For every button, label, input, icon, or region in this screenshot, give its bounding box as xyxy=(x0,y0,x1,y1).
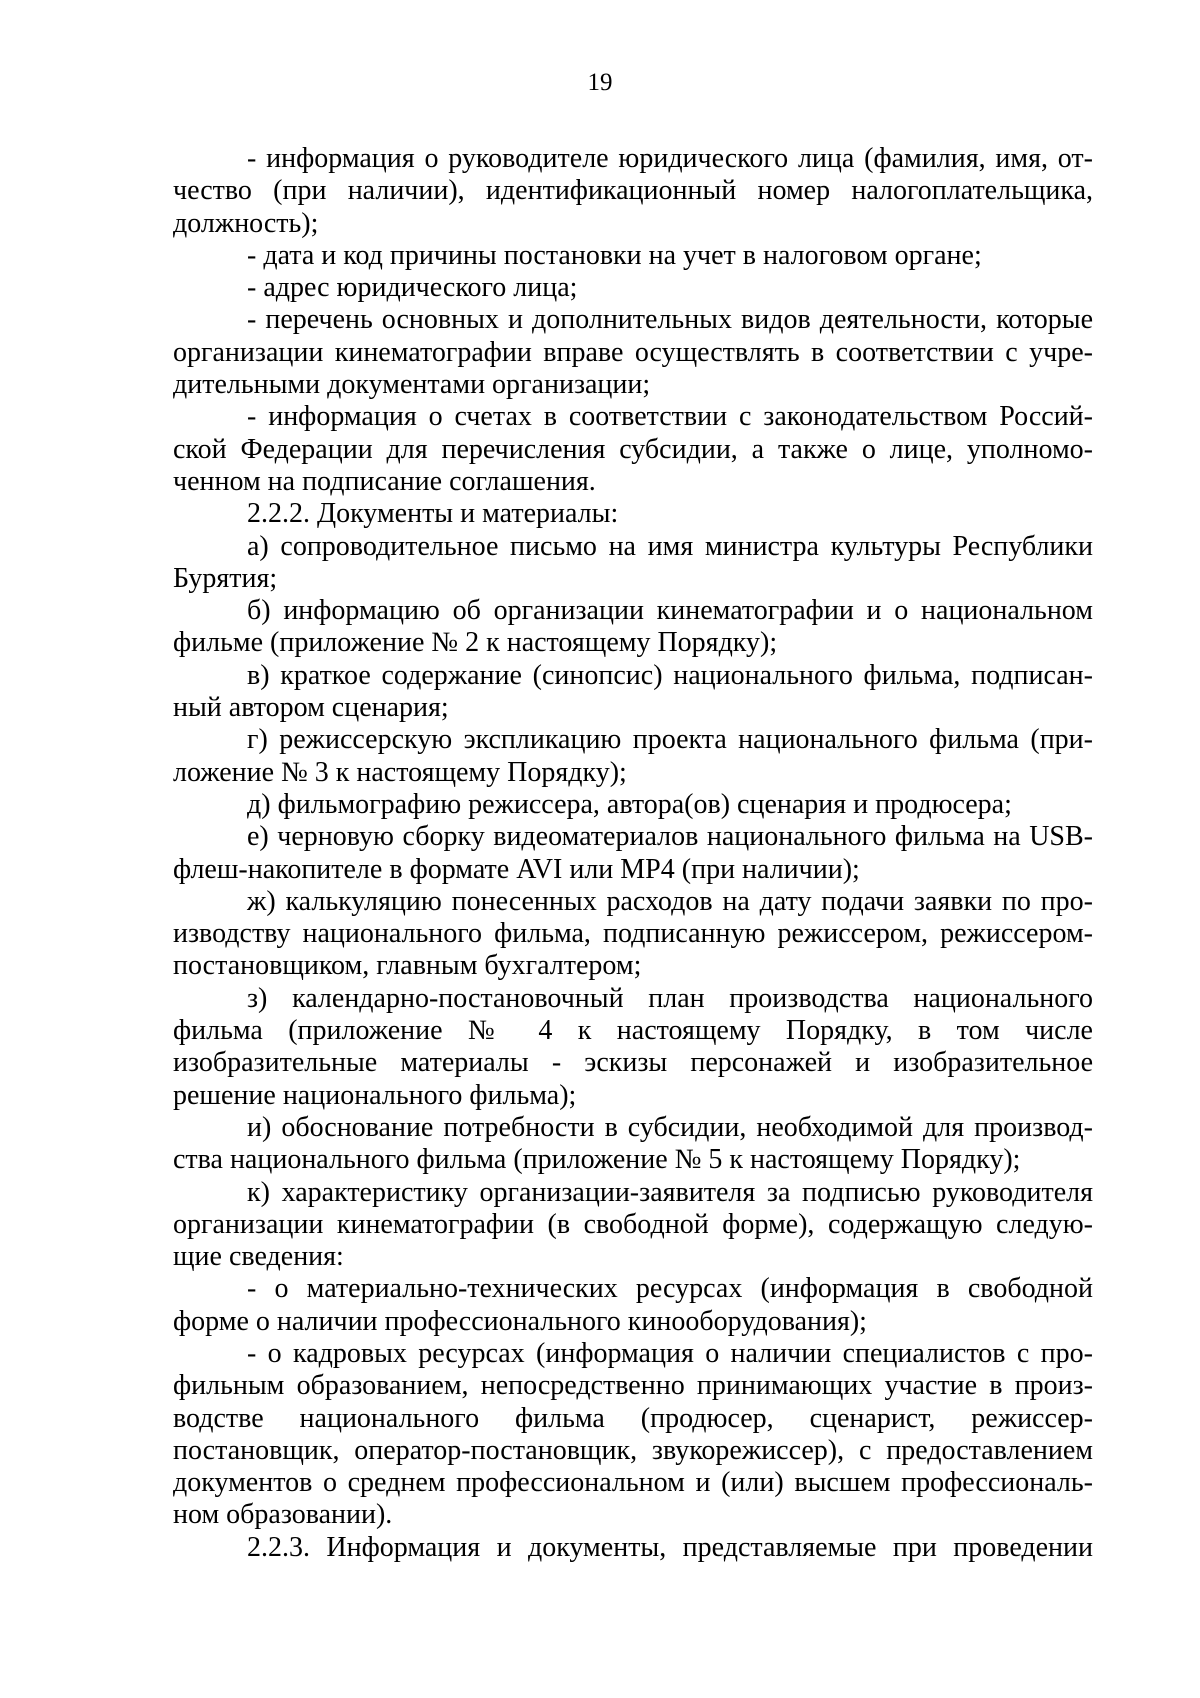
list-item-g: г) режиссерскую экспликацию проекта национального фильма (приложение № 3 к настоящему Порядку); xyxy=(173,724,1093,788)
paragraph-head-info: - информация о руководителе юридического лица (фамилия, имя, отчество (при наличии), идентификационный номер налогоплательщика, должность); xyxy=(173,143,1093,239)
list-item-a: а) сопроводительное письмо на имя министра культуры Республики Бурятия; xyxy=(173,530,1093,594)
list-item-b: б) информацию об организации кинематографии и о национальном фильме (приложение № 2 к настоящему Порядку); xyxy=(173,595,1093,659)
list-item-z: з) календарно-постановочный план производства национального фильма (приложение № 4 к настоящему Порядку, в том числе изобразительные материалы - эскизы персонажей и изобразительное решение национального фильма); xyxy=(173,982,1093,1111)
paragraph-legal-address: - адрес юридического лица; xyxy=(247,272,578,304)
section-heading-2-2-3: 2.2.3. Информация и документы, представляемые при проведении xyxy=(247,1531,1093,1563)
section-heading-2-2-2: 2.2.2. Документы и материалы: xyxy=(247,498,619,530)
list-item-v: в) краткое содержание (синопсис) национального фильма, подписанный автором сценария; xyxy=(173,659,1093,724)
document-body xyxy=(173,143,1093,1564)
paragraph-staff-resources: - о кадровых ресурсах (информация о наличии специалистов с профильным образованием, непосредственно принимающих участие в производстве национального фильма (продюсер, сценарист, режиссер-постановщик, оператор-постановщик, звукорежиссер), с предоставлением документов о среднем профессиональном и (или) высшем профессиональном образовании). xyxy=(173,1337,1093,1531)
list-item-k: к) характеристику организации-заявителя за подписью руководителя организации кинематографии (в свободной форме), содержащую следующие сведения: xyxy=(173,1176,1093,1273)
paragraph-accounts: - информация о счетах в соответствии с законодательством Российской Федерации для перечисления субсидии, а также о лице, уполномоченном на подписание соглашения. xyxy=(173,401,1093,497)
paragraph-activities: - перечень основных и дополнительных видов деятельности, которые организации кинематографии вправе осуществлять в соответствии с учредительными документами организации; xyxy=(173,304,1093,401)
list-item-d: д) фильмографию режиссера, автора(ов) сценария и продюсера; xyxy=(247,788,1012,820)
list-item-zh: ж) калькуляцию понесенных расходов на дату подачи заявки по производству национального фильма, подписанную режиссером, режиссером-постановщиком, главным бухгалтером; xyxy=(173,885,1093,982)
paragraph-material-resources: - о материально-технических ресурсах (информация в свободной форме о наличии профессионального кинооборудования); xyxy=(173,1273,1093,1337)
list-item-i: и) обоснование потребности в субсидии, необходимой для производства национального фильма (приложение № 5 к настоящему Порядку); xyxy=(173,1111,1093,1176)
paragraph-tax-registration: - дата и код причины постановки на учет в налоговом органе; xyxy=(247,239,982,271)
list-item-e: е) черновую сборку видеоматериалов национального фильма на USB-флеш-накопителе в формате AVI или MP4 (при наличии); xyxy=(173,821,1093,885)
page-number: 19 xyxy=(587,69,613,96)
